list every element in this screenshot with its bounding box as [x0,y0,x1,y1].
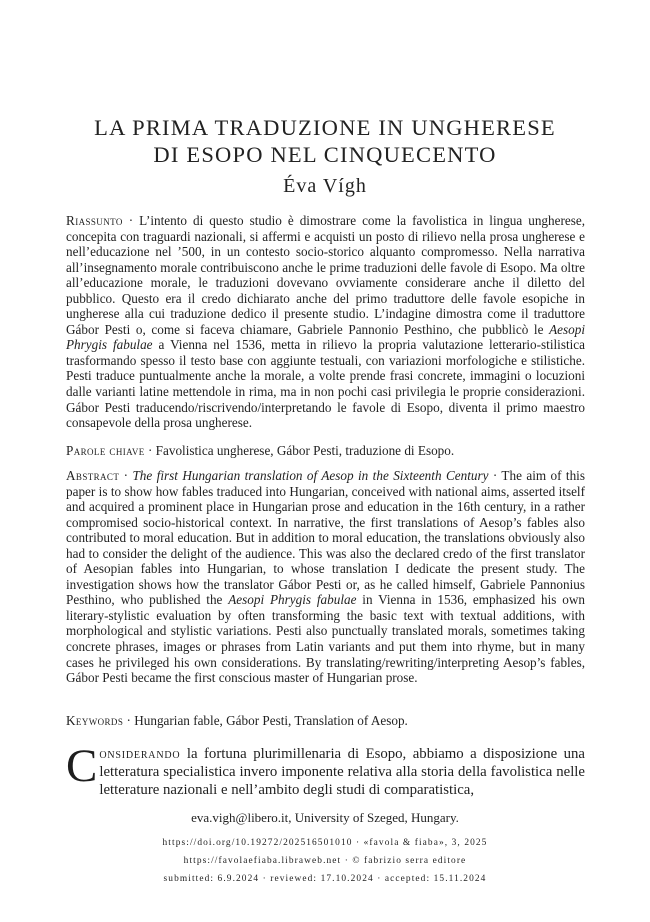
riassunto-block [66,213,585,431]
separator: · [122,213,140,228]
paper-title [0,114,650,168]
drop-cap: C [66,740,98,792]
opening-smallcaps: onsiderando [99,746,181,762]
title-line-1: LA PRIMA TRADUZIONE IN UNGHERESE [94,115,556,140]
abstract-label: Abstract [66,468,120,483]
separator: · [119,468,133,483]
dates-line: submitted: 6.9.2024 · reviewed: 17.10.2024 · accepted: 15.11.2024 [163,874,487,884]
abstract-text-b: in Vienna in 1536, emphasized his own literary-stylistic evaluation by often transforming the basic text with textual additions, with morphological and stylistic variations. Pesti also punctually translated morals, sometimes taking concrete phrases, images or phrases from Latin variants and put them into rhyme, but in many cases he privileged his own considerations. By translating/rewriting/interpreting Aesop’s fables, Gábor Pesti became the first conscious master of Hungarian prose. [66,592,585,686]
title-line-2: DI ESOPO NEL CINQUECENTO [153,142,497,167]
separator: · [144,443,156,458]
abstract-italic-title: Aesopi Phrygis fabulae [228,592,357,608]
keywords-label: Keywords [66,713,124,728]
riassunto-italic-title: Aesopi Phrygis fabulae [66,321,585,353]
parole-chiave-block [66,443,585,459]
keywords-block [66,713,585,729]
riassunto-text-a: L’intento di questo studio è dimostrare come la favolistica in lingua ungherese, concepita con traguardi nazionali, si affermi e acquisti un posto di rilievo nella prosa ungherese e nell’educazione nel ’500, in un contesto socio-storico alquanto compromesso. Nella narrativa all’insegnamento morale contribuiscono anche le prime traduzioni delle favole di Esopo. Ma oltre all’educazione morale, le traduzioni dovevano ovviamente considerare anche il diletto del pubblico. Questo era il credo dichiarato anche del primo traduttore delle favole esopiche in ungherese alla cui traduzione dedico il presente studio. L’indagine dimostra come il traduttore Gábor Pesti o, come si faceva chiamare, Gabriele Pannonio Pesthino, che pubblicò le [66,213,585,337]
abstract-block [66,468,585,686]
parole-text: Favolistica ungherese, Gábor Pesti, traduzione di Esopo. [155,443,455,458]
riassunto-text-b: a Vienna nel 1536, metta in rilievo la propria valutazione letterario-stilistica trasformando spesso il testo base con aggiunte testuali, con variazioni morfologiche e stilistiche. Pesti traduce puntualmente anche la morale, a volte prende frasi concrete, immagini o locuzioni dalle varianti latine mettendole in rima, ma in non pochi casi privilegia le proprie considerazioni. Gábor Pesti traducendo/riscrivendo/interpretando le favole di Esopo, diventa il primo maestro consapevole della prosa ungherese. [66,337,585,431]
author-affiliation: eva.vigh@libero.it, University of Szeged, Hungary. [191,810,459,825]
doi-line: https://doi.org/10.19272/202516501010 · «favola & fiaba», 3, 2025 [162,838,488,848]
riassunto-label: Riassunto [66,213,123,228]
keywords-text: Hungarian fable, Gábor Pesti, Translation of Aesop. [134,713,408,728]
parole-label: Parole chiave [66,443,145,458]
separator: · [488,468,502,483]
publisher-line: https://favolaefiaba.libraweb.net · © fabrizio serra editore [183,856,467,866]
author-name: Éva Vígh [283,175,367,197]
body-paragraph [66,740,585,800]
abstract-title: The first Hungarian translation of Aesop in the Sixteenth Century [132,468,489,483]
separator: · [123,713,135,728]
body-text: la fortuna plurimillenaria di Esopo, abbiamo a disposizione una letteratura specialistica invero imponente relativa alla storia della favolistica nelle letterature nazionali e nell’ambito degli studi di comparatistica, [99,746,585,799]
abstract-text-a: The aim of this paper is to show how fables traduced into Hungarian, conceived with national aims, asserted itself and acquired a prominent place in Hungarian prose and education in the 16th century, in a rather compromised socio-historical context. In narrative, the first translations of Aesop’s fables also contributed to moral education. But in addition to moral education, the translations obviously also had to consider the delight of the audience. This was also the declared credo of the first translator of Aesopian fables into Hungarian, to whose translation I dedicate the present study. The investigation shows how the translator Gábor Pesti or, as he called himself, Gabriele Pannonius Pesthino, who published the [66,468,585,608]
